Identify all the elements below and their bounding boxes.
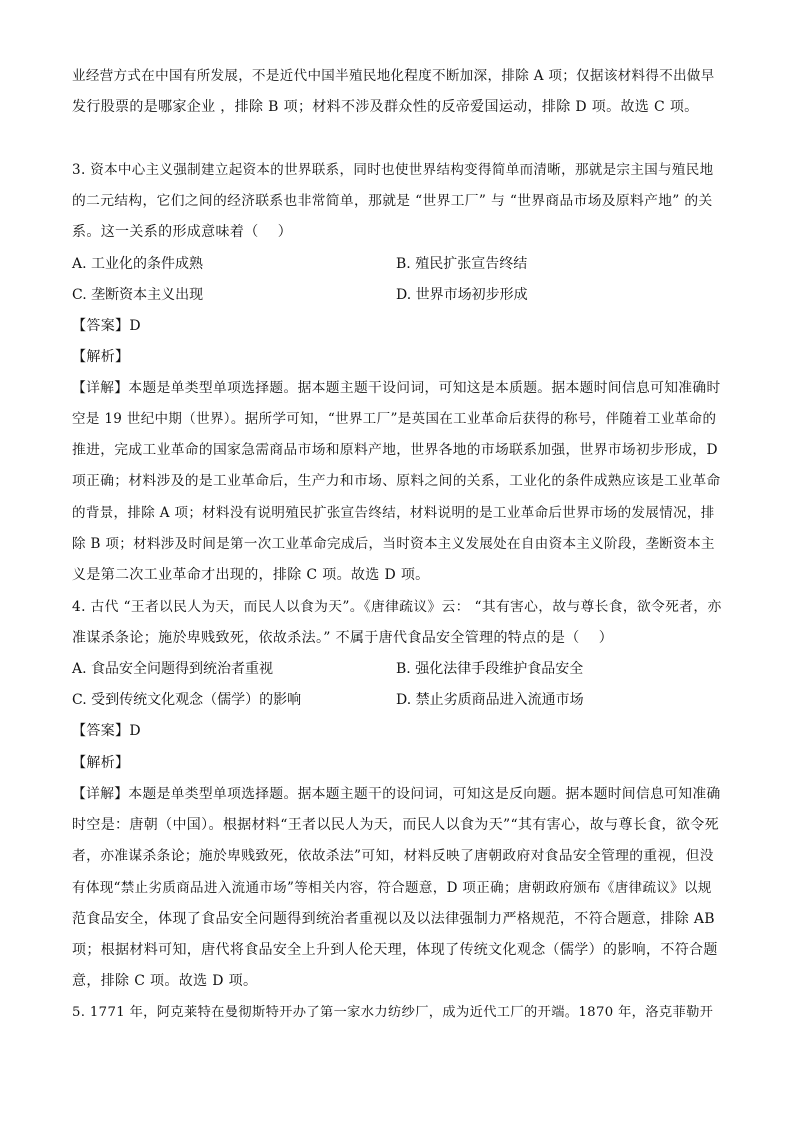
q3-answer: 【答案】D [72, 318, 141, 334]
q4-option-d: D. 禁止劣质商品进入流通市场 [396, 692, 584, 708]
q4-option-a: A. 食品安全问题得到统治者重视 [72, 661, 274, 677]
q5-stem-line: 5. 1771 年，阿克莱特在曼彻斯特开办了第一家水力纺纱厂，成为近代工厂的开端。1870 年，洛克菲勒开 [72, 1005, 714, 1020]
q4-option-c: C. 受到传统文化观念（儒学）的影响 [72, 692, 302, 708]
q3-stem-line: 3. 资本中心主义强制建立起资本的世界联系，同时也使世界结构变得简单而清晰，那就是宗主国与殖民地 [72, 162, 714, 178]
q2-analysis-line: 业经营方式在中国有所发展，不是近代中国半殖民地化程度不断加深，排除 A 项；仅据该材料得不出做早 [72, 68, 715, 84]
q3-option-b: B. 殖民扩张宣告终结 [396, 256, 528, 272]
q3-detail-line: 义是第二次工业革命才出现的，排除 C 项。故选 D 项。 [72, 567, 430, 583]
q3-detail-line: 项正确；材料涉及的是工业革命后，生产力和市场、原料之间的关系，工业化的条件成熟应该是工业革命 [72, 473, 721, 489]
q3-detail-line: 的背景，排除 A 项；材料没有说明殖民扩张宣告终结，材料说明的是工业革命后世界市场的发展情况，排 [72, 505, 715, 521]
q4-detail-line: 时空是：唐朝（中国）。根据材料“王者以民人为天，而民人以食为天”“其有害心，故与尊长食，欲令死 [72, 817, 719, 833]
q2-analysis-line: 发行股票的是哪家企业 ，排除 B 项；材料不涉及群众性的反帝爱国运动，排除 D 项。故选 C 项。 [72, 99, 699, 115]
q3-analysis-label: 【解析】 [72, 349, 130, 365]
q4-detail-line: 意，排除 C 项。故选 D 项。 [72, 973, 258, 989]
q4-stem-line: 准谋杀条论；施於卑贱致死，依故杀法。” 不属于唐代食品安全管理的特点的是（ ） [72, 630, 614, 646]
q4-detail-line: 有体现“禁止劣质商品进入流通市场”等相关内容，符合题意，D 项正确；唐朝政府颁布《唐律疏议》以规 [72, 880, 712, 896]
q4-detail-line: 【详解】本题是单类型单项选择题。据本题主题干的设问词，可知这是反向题。据本题时间信息可知准确 [72, 786, 721, 802]
q4-detail-line: 者，亦准谋杀条论；施於卑贱致死，依故杀法”可知，材料反映了唐朝政府对食品安全管理的重视，但没 [72, 848, 714, 864]
q3-option-d: D. 世界市场初步形成 [396, 287, 528, 303]
q4-option-b: B. 强化法律手段维护食品安全 [396, 661, 584, 677]
q4-answer: 【答案】D [72, 723, 141, 739]
q3-detail-line: 推进，完成工业革命的国家急需商品市场和原料产地，世界各地的市场联系加强，世界市场初步形成，D [72, 442, 718, 458]
q3-stem-line: 系。这一关系的形成意味着（ ） [72, 224, 293, 240]
q3-stem-line: 的二元结构，它们之间的经济联系也非常简单，那就是 “世界工厂” 与 “世界商品市场及原料产地” 的关 [72, 193, 713, 209]
q4-analysis-label: 【解析】 [72, 755, 130, 771]
q4-detail-line: 项；根据材料可知，唐代将食品安全上升到人伦天理，体现了传统文化观念（儒学）的影响，不符合题 [72, 942, 718, 958]
q3-detail-line: 空是 19 世纪中期（世界）。据所学可知，“世界工厂”是英国在工业革命后获得的称号，伴随着工业革命的 [72, 411, 717, 427]
q4-detail-line: 范食品安全，体现了食品安全问题得到统治者重视以及以法律强制力严格规范，不符合题意，排除 AB [72, 911, 715, 927]
q3-detail-line: 除 B 项；材料涉及时间是第一次工业革命完成后，当时资本主义发展处在自由资本主义阶段，垄断资本主 [72, 536, 715, 552]
q4-stem-line: 4. 古代 “王者以民人为天，而民人以食为天”。《唐律疏议》云： “其有害心，故与尊长食，欲令死者，亦 [72, 599, 722, 615]
q3-option-c: C. 垄断资本主义出现 [72, 287, 204, 303]
q3-detail-line: 【详解】本题是单类型单项选择题。据本题主题干设问词，可知这是本质题。据本题时间信息可知准确时 [72, 380, 721, 396]
q3-option-a: A. 工业化的条件成熟 [72, 256, 204, 272]
